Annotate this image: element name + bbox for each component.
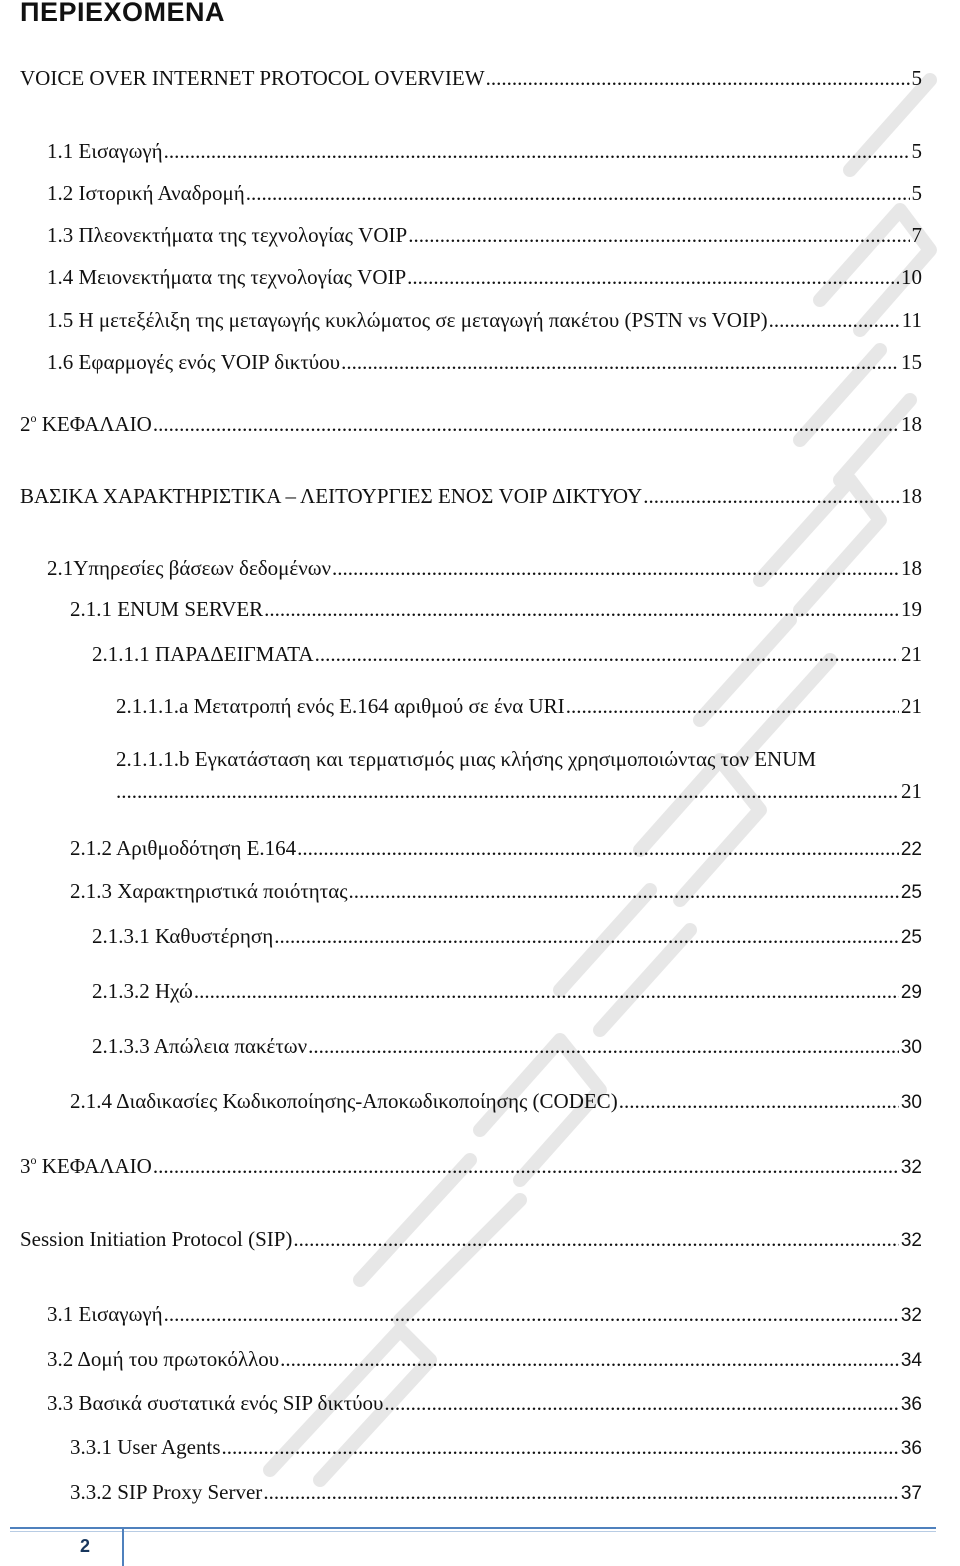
toc-entry-page: 30	[900, 1092, 922, 1113]
dot-leader	[293, 1225, 898, 1253]
toc-entry-page: 25	[900, 882, 922, 903]
toc-entry-page: 34	[900, 1350, 922, 1371]
toc-entry-2-1-1[interactable]	[70, 595, 922, 623]
chapter-number: 2	[20, 412, 31, 436]
dot-leader	[315, 640, 899, 668]
chapter-word: ΚΕΦΑΛΑΙΟ	[36, 1154, 152, 1178]
toc-entry-label: VOICE OVER INTERNET PROTOCOL OVERVIEW	[20, 66, 485, 90]
ordinal-suffix: ο	[30, 1153, 37, 1167]
toc-entry-page: 30	[900, 1037, 922, 1058]
toc-entry-page: 32	[900, 1157, 922, 1178]
toc-entry-sip[interactable]	[20, 1225, 922, 1255]
toc-entry-1-4[interactable]	[47, 263, 922, 291]
toc-entry-label: 2.1.3.2 Ηχώ	[92, 979, 193, 1003]
toc-entry-page: 32	[900, 1305, 922, 1326]
toc-entry-1-2[interactable]	[47, 179, 922, 207]
toc-entry-page: 5	[911, 66, 922, 90]
toc-entry-3-1[interactable]	[47, 1300, 922, 1330]
toc-entry-label: 2.1.3.3 Απώλεια πακέτων	[92, 1034, 308, 1058]
dot-leader	[384, 1389, 898, 1417]
toc-entry-label: 3.3 Βασικά συστατικά ενός SIP δικτύου	[47, 1391, 384, 1415]
toc-entry-1-1[interactable]	[47, 137, 922, 165]
toc-entry-2-1-3[interactable]	[70, 877, 922, 907]
toc-entry-label	[20, 1152, 152, 1180]
toc-entry-1-6[interactable]	[47, 348, 922, 376]
toc-entry-2-1-3-3[interactable]	[92, 1032, 922, 1062]
toc-entry-label: 2.1.3.1 Καθυστέρηση	[92, 924, 274, 948]
toc-entry-2-1-3-1[interactable]	[92, 922, 922, 952]
toc-entry-2-1-4[interactable]	[70, 1087, 922, 1117]
dot-leader	[769, 306, 900, 334]
toc-entry-page: 32	[900, 1230, 922, 1251]
toc-entry-page: 29	[900, 982, 922, 1003]
toc-entry-label	[20, 410, 152, 438]
footer-rule	[10, 1527, 936, 1529]
chapter-number: 3	[20, 1154, 31, 1178]
toc-entry-page: 21	[901, 779, 922, 803]
toc-entry-2-1-1-1-b-label[interactable]: 2.1.1.1.b Εγκατάσταση και τερματισμός μιας κλήσης χρησιμοποιώντας τον ENUM	[116, 747, 817, 771]
toc-entry-page: 5	[911, 181, 922, 205]
toc-entry-2-1-2[interactable]	[70, 834, 922, 864]
dot-leader	[643, 482, 899, 510]
page-number: 2	[80, 1536, 91, 1556]
toc-entry-label: 2.1.1.1 ΠΑΡΑΔΕΙΓΜΑΤΑ	[92, 642, 314, 666]
toc-entry-label: 1.3 Πλεονεκτήματα της τεχνολογίας VOIP	[47, 223, 408, 247]
toc-entry-2-1-1-1-b[interactable]	[116, 777, 922, 805]
toc-entry-page: 11	[901, 308, 922, 332]
toc-entry-3-3-1[interactable]	[70, 1433, 922, 1463]
dot-leader	[194, 977, 899, 1005]
toc-entry-label: Session Initiation Protocol (SIP)	[20, 1227, 293, 1251]
dot-leader	[116, 777, 899, 805]
page-footer	[0, 1520, 960, 1566]
dot-leader	[407, 263, 899, 291]
dot-leader	[222, 1433, 899, 1461]
toc-entry-3-3-2[interactable]	[70, 1478, 922, 1508]
dot-leader	[566, 692, 899, 720]
toc-entry-page: 37	[900, 1483, 922, 1504]
dot-leader	[164, 137, 910, 165]
toc-entry-label: 2.1.1.1.a Μετατροπή ενός E.164 αριθμού σε ένα URI	[116, 694, 565, 718]
toc-entry-chapter-2-title[interactable]	[20, 482, 922, 510]
toc-entry-label: 3.1 Εισαγωγή	[47, 1302, 163, 1326]
dot-leader	[408, 221, 909, 249]
toc-entry-page: 7	[911, 223, 922, 247]
toc-entry-2-1-1-1-a[interactable]	[116, 692, 922, 720]
toc-entry-voip-overview[interactable]	[20, 64, 922, 92]
toc-entry-page: 36	[900, 1394, 922, 1415]
toc-entry-page: 21	[901, 694, 922, 718]
toc-entry-label: 2.1.2 Αριθμοδότηση E.164	[70, 836, 297, 860]
toc-entry-label: 2.1.4 Διαδικασίες Κωδικοποίησης-Αποκωδικοποίησης (CODEC)	[70, 1089, 618, 1113]
toc-entry-label: 3.3.2 SIP Proxy Server	[70, 1480, 263, 1504]
dot-leader	[332, 554, 899, 582]
toc-entry-page: 36	[900, 1438, 922, 1459]
toc-entry-2-1-1-1[interactable]	[92, 640, 922, 668]
toc-entry-3-3[interactable]	[47, 1389, 922, 1419]
toc-entry-label: ΒΑΣΙΚΑ ΧΑΡΑΚΤΗΡΙΣΤΙΚΑ – ΛΕΙΤΟΥΡΓΙΕΣ ΕΝΟΣ VOIP ΔΙΚΤΥΟΥ	[20, 484, 643, 508]
toc-entry-page: 10	[901, 265, 922, 289]
ordinal-suffix: ο	[30, 411, 37, 425]
footer-divider	[122, 1528, 124, 1566]
toc-entry-page: 25	[900, 927, 922, 948]
toc-entry-label: 1.6 Εφαρμογές ενός VOIP δικτύου	[47, 350, 341, 374]
footer-rule-secondary	[10, 1531, 936, 1532]
toc-entry-label: 2.1Υπηρεσίες βάσεων δεδομένων	[47, 556, 332, 580]
toc-entry-label: 1.2 Ιστορική Αναδρομή	[47, 181, 245, 205]
toc-entry-page: 21	[901, 642, 922, 666]
dot-leader	[280, 1345, 899, 1373]
toc-heading: ΠΕΡΙΕΧΟΜΕΝΑ	[20, 0, 226, 27]
dot-leader	[274, 922, 899, 950]
toc-entry-page: 5	[911, 139, 922, 163]
toc-entry-page: 22	[900, 839, 922, 860]
toc-entry-label: 1.1 Εισαγωγή	[47, 139, 163, 163]
dot-leader	[153, 410, 899, 438]
toc-entry-label: 1.5 Η μετεξέλιξη της μεταγωγής κυκλώματος σε μεταγωγή πακέτου (PSTN vs VOIP)	[47, 308, 768, 332]
chapter-word: ΚΕΦΑΛΑΙΟ	[36, 412, 152, 436]
dot-leader	[246, 179, 910, 207]
dot-leader	[297, 834, 899, 862]
dot-leader	[308, 1032, 899, 1060]
dot-leader	[264, 595, 899, 623]
toc-entry-page: 18	[901, 412, 922, 436]
dot-leader	[153, 1152, 899, 1180]
toc-entry-label: 3.3.1 User Agents	[70, 1435, 221, 1459]
toc-entry-chapter-3[interactable]	[20, 1152, 922, 1182]
toc-entry-2-1-3-2[interactable]	[92, 977, 922, 1007]
toc-entry-label: 3.2 Δομή του πρωτοκόλλου	[47, 1347, 280, 1371]
toc-entry-page: 15	[901, 350, 922, 374]
dot-leader	[349, 877, 899, 905]
toc-entry-3-2[interactable]	[47, 1345, 922, 1375]
dot-leader	[263, 1478, 899, 1506]
toc-entry-page: 18	[901, 484, 922, 508]
toc-entry-2-1[interactable]	[47, 554, 922, 582]
toc-entry-1-3[interactable]	[47, 221, 922, 249]
toc-entry-page: 18	[901, 556, 922, 580]
toc-entry-label: 1.4 Μειονεκτήματα της τεχνολογίας VOIP	[47, 265, 407, 289]
dot-leader	[486, 64, 910, 92]
toc-entry-page: 19	[901, 597, 922, 621]
dot-leader	[164, 1300, 899, 1328]
toc-entry-chapter-2[interactable]	[20, 410, 922, 438]
toc-entry-label: 2.1.3 Χαρακτηριστικά ποιότητας	[70, 879, 348, 903]
dot-leader	[619, 1087, 899, 1115]
toc-entry-label: 2.1.1 ENUM SERVER	[70, 597, 264, 621]
toc-entry-1-5[interactable]	[47, 306, 922, 334]
dot-leader	[341, 348, 899, 376]
